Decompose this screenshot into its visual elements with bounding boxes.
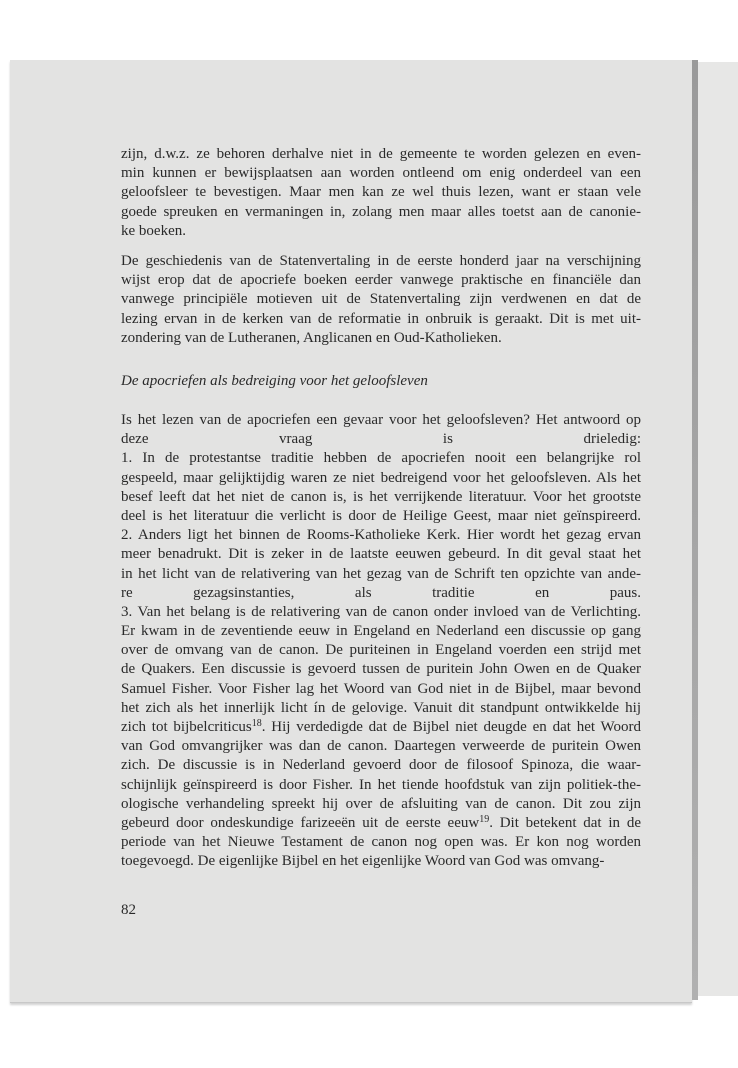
text-line: meer benadrukt. Dit is zeker in de laatste eeuwen gebeurd. In dit geval staat het [121, 546, 641, 563]
text-line: ologische verhandeling spreekt hij over de afsluiting van de canon. Dit zou zijn [121, 795, 641, 812]
text-line: geloofsleer te bevestigen. Maar men kan ze wel thuis lezen, want er staan vele [121, 184, 641, 201]
page-number: 82 [121, 902, 136, 918]
text-line: het zich als het innerlijk licht ín de gelovige. Vanuit dit standpunt ontwikkelde hij [121, 699, 641, 716]
text-line: toegevoegd. De eigenlijke Bijbel en het eigenlijke Woord van God was omvang- [121, 853, 605, 870]
text-line: besef leeft dat het niet de canon is, is het verrijkende literatuur. Voor het grootste [121, 488, 641, 505]
text-segment: . Dit betekent dat in de [489, 814, 641, 831]
adjacent-page-edge [698, 62, 738, 996]
text-line: lezing ervan in de kerken van de reformatie in onbruik is geraakt. Dit is met uit- [121, 310, 641, 327]
text-line: De geschiedenis van de Statenvertaling in de eerste honderd jaar na verschijning [121, 253, 641, 269]
text-line: in het licht van de relativering van het gezag van de Schrift ten opzichte van ande- [121, 565, 641, 582]
text-line: 3. Van het belang is de relativering van de canon onder invloed van de Verlichting. [121, 603, 641, 620]
text-line: 2. Anders ligt het binnen de Rooms-Katholieke Kerk. Hier wordt het gezag ervan [121, 527, 641, 544]
text-line: goede spreuken en vermaningen in, zolang men maar alles toetst aan de canonie- [121, 203, 641, 220]
text-line: deze vraag is drieledig: [121, 431, 641, 448]
paragraph-2 [121, 252, 641, 348]
text-line: min kunnen er bewijsplaatsen aan worden ontleend om enig onderdeel van een [121, 165, 641, 182]
text-line: Er kwam in de zeventiende eeuw in Engeland en Nederland een discussie op gang [121, 623, 641, 640]
text-line: re gezagsinstanties, als traditie en paus. [121, 584, 641, 601]
text-line: de Quakers. Een discussie is gevoerd tussen de puritein John Owen en de Quaker [121, 661, 641, 678]
text-line: vanwege principiële motieven uit de Statenvertaling zijn verdwenen en dat de [121, 291, 641, 308]
footnote-ref: 18 [251, 718, 262, 729]
text-line: periode van het Nieuwe Testament de canon nog open was. Er kon nog worden [121, 834, 641, 851]
text-line: 1. In de protestantse traditie hebben de apocriefen nooit een belangrijke rol [121, 450, 641, 467]
text-line: ke boeken. [121, 222, 186, 239]
text-line: over de omvang van de canon. De puriteinen in Engeland voerden een strijd met [121, 642, 641, 659]
text-line: Samuel Fisher. Voor Fisher lag het Woord van God niet in de Bijbel, maar bevond [121, 680, 641, 697]
footnote-ref: 19 [479, 813, 490, 825]
text-line [121, 718, 641, 737]
text-segment: gebeurd door ondeskundige farizeeën uit de eerste eeuw [121, 814, 480, 831]
text-line: schijnlijk geïnspireerd is door Fisher. In het tiende hoofdstuk van zijn politiek-the- [121, 776, 641, 793]
text-segment: . Hij verdedigde dat de Bijbel niet deugde en dat het Woord [261, 719, 641, 735]
text-line: Is het lezen van de apocriefen een gevaar voor het geloofsleven? Het antwoord op [121, 412, 641, 428]
text-line: deel is het literatuur die verlicht is door de Heilige Geest, maar niet geïnspireerd. [121, 507, 641, 524]
text-line: van God omvangrijker was dan de canon. Daartegen verweerde de puritein Owen [121, 738, 641, 755]
text-line: gespeeld, maar gelijktijdig waren ze niet bedreigend voor het geloofsleven. Als het [121, 469, 641, 486]
text-line: wijst erop dat de apocriefe boeken eerder vanwege praktische en financiële dan [121, 272, 641, 289]
section-heading [121, 372, 641, 391]
text-line [121, 814, 641, 833]
paragraph-1 [121, 145, 641, 241]
paragraph-3 [121, 411, 641, 872]
text-line: zondering van de Lutheranen, Anglicanen en Oud-Katholieken. [121, 329, 502, 346]
text-segment: zich tot bijbelcriticus [121, 719, 252, 735]
section-heading-text: De apocriefen als bedreiging voor het geloofsleven [121, 373, 428, 389]
text-line: zijn, d.w.z. ze behoren derhalve niet in de gemeente te worden gelezen en even- [121, 146, 641, 162]
text-line: zich. De discussie is in Nederland gevoerd door de filosoof Spinoza, die waar- [121, 757, 641, 774]
